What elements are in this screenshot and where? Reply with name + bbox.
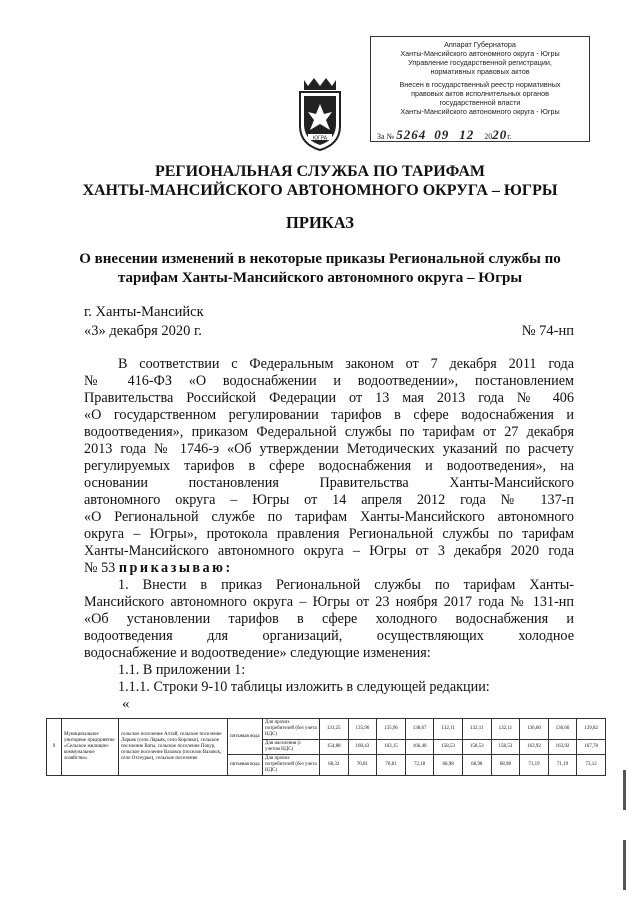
stamp-line: Управление государственной регистрации, (408, 59, 552, 67)
document-date: «3» декабря 2020 г. (84, 323, 202, 339)
body-line: водоотведения», приказом Федеральной службы по тарифам от 27 декабря (84, 424, 574, 440)
tariff-value: 68,98 (462, 755, 491, 776)
scan-margin-mark (623, 770, 626, 810)
body-line: основании постановления Правительства Ханты-Мансийского (84, 475, 574, 491)
area-cell: сельское поселение Алтай, сельское поселение Ларьяк (село Ларьяк, село Корлики), сельское поселение Ваты, сельское поселение Покур, сельское поселение Ваховск (поселок Ваховск, село Охтеурье), сельское поселение (119, 719, 228, 776)
body-line: «О Региональной службе по тарифам Ханты-Мансийского автономного (84, 509, 574, 525)
tariff-value: 68,98 (434, 755, 463, 776)
tariff-value: 135,96 (377, 719, 406, 740)
handwritten-reg-year: 20 (492, 127, 508, 142)
stamp-registration-number: За № 5264 09 12 2020г. (377, 127, 512, 142)
item1-line: водоснабжение и водоотведение» следующие изменения: (84, 645, 431, 661)
tariff-value: 163,92 (520, 740, 549, 755)
row-number: 9 (47, 719, 62, 776)
tariff-value: 68,98 (491, 755, 520, 776)
service-cell: питьевая вода (228, 755, 263, 776)
item1-line: «Об установлении тарифов в сфере холодного водоснабжения и (84, 611, 574, 627)
tariff-value: 158,53 (434, 740, 463, 755)
scan-margin-mark (623, 840, 626, 890)
coat-of-arms-emblem (294, 74, 346, 154)
document-number: № 74-нп (521, 323, 574, 339)
subject-line2: тарифам Ханты-Мансийского автономного округа – Югры (117, 270, 523, 286)
handwritten-reg-number: 5264 (396, 127, 427, 142)
tariff-value: 166,40 (405, 740, 434, 755)
tariff-value: 167,78 (577, 740, 606, 755)
body-line: «О государственном регулировании тарифов в сфере водоснабжения и (84, 407, 574, 423)
tariff-value: 71,19 (548, 755, 577, 776)
consumer-cell: Для прочих потребителей (без учета НДС) (263, 755, 320, 776)
stamp-line: Аппарат Губернатора (444, 41, 516, 49)
tariff-value: 71,19 (520, 755, 549, 776)
item-1-1: 1.1. В приложении 1: (118, 662, 246, 678)
tariff-value: 160,43 (348, 740, 377, 755)
tariff-value: 132,11 (462, 719, 491, 740)
agency-name-line2: ХАНТЫ-МАНСИЙСКОГО АВТОНОМНОГО ОКРУГА – ЮГРЫ (82, 182, 558, 199)
body-line: округа – Югры», протокола правления Региональной службы по тарифам (84, 526, 574, 542)
body-line: 2013 года № 1746-э «Об утверждении Методических указаний по расчету (84, 441, 574, 457)
document-type: ПРИКАЗ (286, 213, 354, 232)
table-row (47, 719, 606, 740)
tariff-value: 73,12 (577, 755, 606, 776)
handwritten-reg-month: 12 (459, 127, 475, 142)
registration-stamp (370, 36, 590, 142)
stamp-line: правовых актов исполнительных органов (411, 90, 549, 98)
city: г. Ханты-Мансийск (84, 304, 204, 320)
tariff-value: 131,25 (320, 719, 349, 740)
order-word: приказываю: (118, 560, 233, 576)
handwritten-reg-day: 09 (434, 127, 450, 142)
tariff-value: 163,92 (548, 740, 577, 755)
tariff-value: 135,96 (348, 719, 377, 740)
body-line: Правительства Российской Федерации от 13 мая 2013 года № 406 (84, 390, 574, 406)
item1-line: 1. Внести в приказ Региональной службы по тарифам Ханты- (118, 577, 574, 593)
item-1-1-1: 1.1.1. Строки 9-10 таблицы изложить в следующей редакции: (118, 679, 490, 695)
tariff-value: 158,53 (491, 740, 520, 755)
organization-cell: Муниципальное унитарное предприятие «Сельское жилищно-коммунальное хозяйство» (62, 719, 119, 776)
stamp-line: Ханты-Мансийского автономного округа - Югры (400, 108, 560, 116)
body-line: автономного округа – Югры от 14 апреля 2012 года № 137-п (84, 492, 574, 508)
tariff-value: 132,11 (434, 719, 463, 740)
tariff-value: 132,11 (491, 719, 520, 740)
body-line: регулируемых тарифов в сфере водоснабжения и водоотведения», на (84, 458, 574, 474)
tariff-value: 158,53 (462, 740, 491, 755)
tariff-value: 136,60 (520, 719, 549, 740)
tariff-value: 72,18 (405, 755, 434, 776)
tariff-table (46, 718, 606, 776)
tariff-value: 138,67 (405, 719, 434, 740)
tariff-value: 136,60 (548, 719, 577, 740)
tariff-value: 154,88 (320, 740, 349, 755)
tariff-value: 68,32 (320, 755, 349, 776)
tariff-value: 139,82 (577, 719, 606, 740)
order-directive: № 53 приказываю: (84, 560, 233, 576)
tariff-value: 70,81 (348, 755, 377, 776)
consumer-cell: Для прочих потребителей (без учета НДС) (263, 719, 320, 740)
service-cell: питьевая вода (228, 719, 263, 755)
item1-line: Мансийского автономного округа – Югры от 23 ноября 2017 года № 131-нп (84, 594, 574, 610)
body-line: № 416-ФЗ «О водоснабжении и водоотведении», постановлением (84, 373, 574, 389)
quote-open: « (122, 696, 130, 712)
stamp-line: государственной власти (439, 99, 521, 107)
body-line: В соответствии с Федеральным законом от 7 декабря 2011 года (118, 356, 574, 372)
item1-line: водоотведения для организаций, осуществляющих холодное (84, 628, 574, 644)
stamp-line: нормативных правовых актов (430, 68, 530, 76)
agency-name-line1: РЕГИОНАЛЬНАЯ СЛУЖБА ПО ТАРИФАМ (154, 163, 486, 180)
stamp-line: Ханты-Мансийского автономного округа - Югры (400, 50, 560, 58)
body-line: Ханты-Мансийского автономного округа – Югры от 3 декабря 2020 года (84, 543, 574, 559)
stamp-line: Внесен в государственный реестр нормативных (399, 81, 561, 89)
consumer-cell: Для населения (с учетом НДС) (263, 740, 320, 755)
tariff-value: 163,15 (377, 740, 406, 755)
subject-line1: О внесении изменений в некоторые приказы Региональной службы по (79, 251, 561, 267)
emblem-label: ЮГРА (312, 135, 328, 142)
tariff-value: 70,81 (377, 755, 406, 776)
